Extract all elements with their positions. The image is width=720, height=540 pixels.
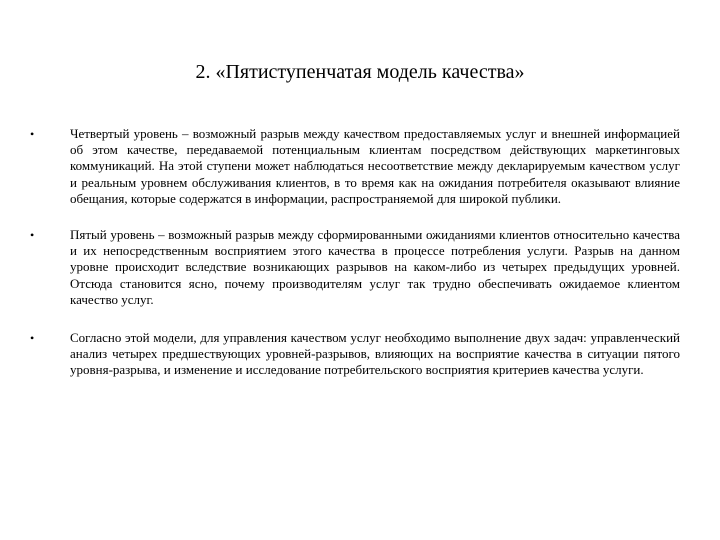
bullet-item-fourth-level	[30, 126, 680, 207]
bullet-list	[30, 126, 680, 379]
bullet-icon: •	[30, 228, 35, 243]
bullet-text: Согласно этой модели, для управления качеством услуг необходимо выполнение двух задач: управленческий анализ четырех предшествующих уровней-разрывов, влияющих на восприятие качества в ситуации пятого уровня-разрыва, и изменение и исследование потребительского восприятия критериев качества услуги.	[70, 330, 680, 378]
bullet-icon: •	[30, 331, 35, 346]
bullet-item-model-tasks	[30, 330, 680, 379]
bullet-item-fifth-level	[30, 227, 680, 308]
bullet-text: Четвертый уровень – возможный разрыв между качеством предоставляемых услуг и внешней информацией об этом качестве, передаваемой потенциальным клиентам посредством действующих маркетинговых коммуникаций. На этой ступени может наблюдаться несоответствие между декларируемым качеством услуг и реальным уровнем обслуживания клиентов, в то время как на ожидания потребителя оказывают влияние обещания, которые содержатся в информации, распространяемой для широкой публики.	[70, 126, 680, 206]
bullet-icon: •	[30, 127, 35, 141]
slide-title: 2. «Пятиступенчатая модель качества»	[195, 61, 525, 83]
bullet-text: Пятый уровень – возможный разрыв между сформированными ожиданиями клиентов относительно качества и их непосредственным восприятием этого качества в процессе потребления услуги. Разрыв на данном уровне происходит вследствие возникающих разрывов на каком-либо из четырех предыдущих уровней. Отсюда становится ясно, почему производителям услуг так трудно обеспечивать ожидаемое клиентом качество услуг.	[70, 227, 680, 307]
